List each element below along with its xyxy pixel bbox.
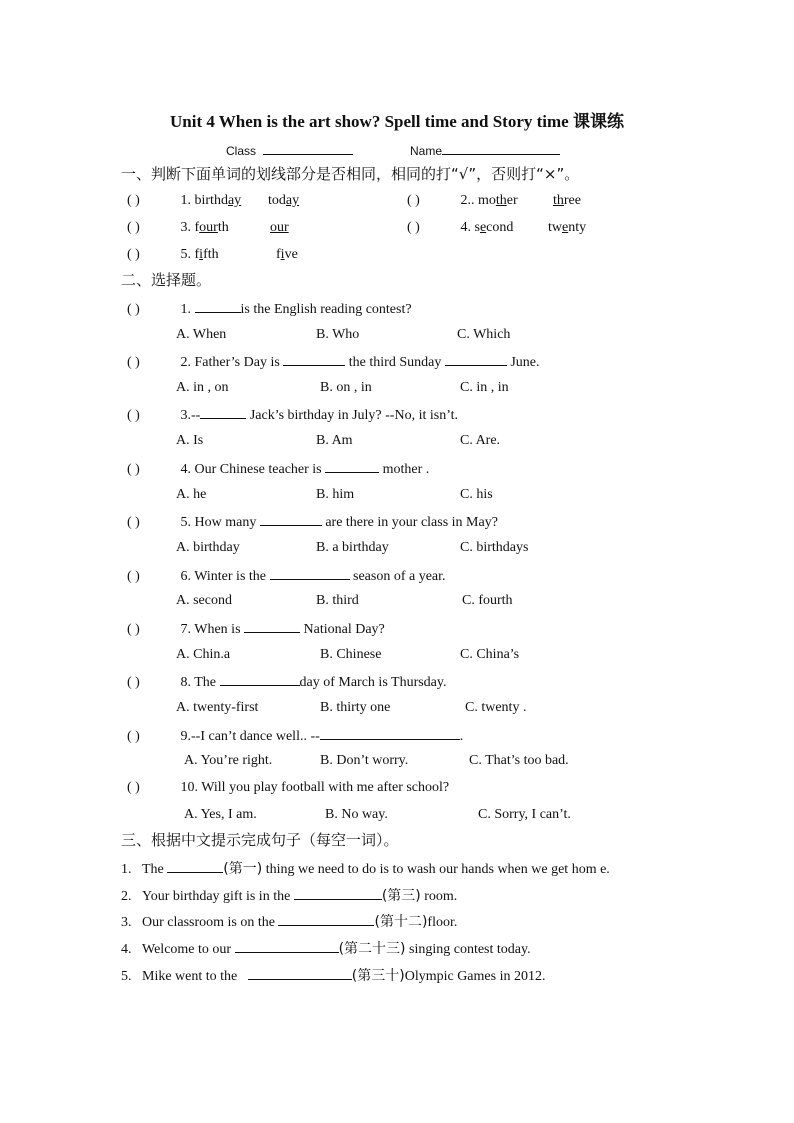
question-4: ( ) 4. Our Chinese teacher is mother .	[127, 459, 429, 479]
fill-blank[interactable]	[278, 912, 374, 926]
class-label: Class	[226, 144, 257, 158]
q8-option-c[interactable]: C. twenty .	[465, 700, 527, 715]
answer-paren[interactable]: ( )	[127, 675, 140, 690]
s3-item-1: 1. The (第一) thing we need to do is to wash our hands when we get hom e.	[121, 861, 610, 877]
question-5: ( ) 5. How many are there in your class in May?	[127, 512, 498, 532]
question-10: ( ) 10. Will you play football with me after school?	[127, 780, 450, 795]
s1-item-1-word2: today	[268, 193, 300, 208]
s1-item-5-word2: five	[276, 247, 298, 262]
name-label: Name	[410, 144, 443, 158]
fill-blank[interactable]	[260, 512, 322, 526]
q10-option-c[interactable]: C. Sorry, I can’t.	[478, 807, 571, 822]
name-field	[410, 141, 560, 160]
q6-option-a[interactable]: A. second	[176, 593, 232, 608]
s3-item-4: 4. Welcome to our (第二十三) singing contest today.	[121, 941, 531, 957]
q6-option-b[interactable]: B. third	[316, 593, 359, 608]
answer-paren[interactable]: ( )	[407, 193, 420, 208]
fill-blank[interactable]	[235, 939, 339, 953]
question-1: ( ) 1. is the English reading contest?	[127, 299, 412, 319]
q2-option-c[interactable]: C. in , in	[460, 380, 509, 395]
answer-paren[interactable]: ( )	[127, 355, 140, 370]
q5-option-c[interactable]: C. birthdays	[460, 540, 529, 555]
s1-item-2-word2: three	[553, 193, 581, 208]
q8-option-a[interactable]: A. twenty-first	[176, 700, 259, 715]
q1-option-c[interactable]: C. Which	[457, 327, 511, 342]
question-7: ( ) 7. When is National Day?	[127, 619, 385, 639]
q4-option-a[interactable]: A. he	[176, 487, 207, 502]
fill-blank[interactable]	[248, 966, 352, 980]
q10-option-a[interactable]: A. Yes, I am.	[184, 807, 257, 822]
class-blank[interactable]	[263, 141, 353, 155]
answer-paren[interactable]: ( )	[407, 220, 420, 235]
q8-option-b[interactable]: B. thirty one	[320, 700, 391, 715]
answer-paren[interactable]: ( )	[127, 408, 140, 423]
q6-option-c[interactable]: C. fourth	[462, 593, 513, 608]
fill-blank[interactable]	[200, 405, 246, 419]
answer-paren[interactable]: ( )	[127, 462, 140, 477]
q5-option-a[interactable]: A. birthday	[176, 540, 240, 555]
s1-item-5: ( ) 5. fifth	[127, 247, 219, 262]
s1-item-4-word2: twenty	[548, 220, 587, 235]
answer-paren[interactable]: ( )	[127, 247, 140, 262]
answer-paren[interactable]: ( )	[127, 622, 140, 637]
q3-option-c[interactable]: C. Are.	[460, 433, 501, 448]
class-field	[226, 141, 353, 160]
s1-item-2: ( ) 2.. mother	[407, 193, 518, 208]
s1-item-3-word2: our	[270, 220, 289, 235]
q7-option-b[interactable]: B. Chinese	[320, 647, 382, 662]
fill-blank[interactable]	[325, 459, 379, 473]
q7-option-a[interactable]: A. Chin.a	[176, 647, 231, 662]
question-2: ( ) 2. Father’s Day is the third Sunday June.	[127, 352, 540, 372]
q3-option-b[interactable]: B. Am	[316, 433, 353, 448]
q10-option-b[interactable]: B. No way.	[325, 807, 388, 822]
answer-paren[interactable]: ( )	[127, 569, 140, 584]
name-blank[interactable]	[442, 141, 560, 155]
fill-blank[interactable]	[445, 352, 507, 366]
answer-paren[interactable]: ( )	[127, 780, 140, 795]
q2-option-a[interactable]: A. in , on	[176, 380, 229, 395]
q9-option-a[interactable]: A. You’re right.	[184, 753, 273, 768]
q7-option-c[interactable]: C. China’s	[460, 647, 520, 662]
q3-option-a[interactable]: A. Is	[176, 433, 204, 448]
s3-item-3: 3. Our classroom is on the (第十二)floor.	[121, 914, 458, 930]
s1-item-3: ( ) 3. fourth	[127, 220, 229, 235]
answer-paren[interactable]: ( )	[127, 220, 140, 235]
question-8: ( ) 8. The day of March is Thursday.	[127, 672, 446, 692]
q5-option-b[interactable]: B. a birthday	[316, 540, 389, 555]
answer-paren[interactable]: ( )	[127, 302, 140, 317]
answer-paren[interactable]: ( )	[127, 515, 140, 530]
q1-option-b[interactable]: B. Who	[316, 327, 360, 342]
fill-blank[interactable]	[195, 299, 241, 313]
fill-blank[interactable]	[167, 859, 223, 873]
section1-heading: 一、判断下面单词的划线部分是否相同，相同的打“√”，否则打“×”。	[121, 165, 580, 183]
fill-blank[interactable]	[294, 886, 382, 900]
fill-blank[interactable]	[244, 619, 300, 633]
q9-option-b[interactable]: B. Don’t worry.	[320, 753, 409, 768]
fill-blank[interactable]	[283, 352, 345, 366]
question-6: ( ) 6. Winter is the season of a year.	[127, 566, 446, 586]
section2-heading: 二、选择题。	[121, 271, 212, 289]
page-title: Unit 4 When is the art show? Spell time and Story time 课课练	[170, 112, 624, 131]
section3-heading: 三、根据中文提示完成句子（每空一词）。	[121, 831, 399, 849]
q1-option-a[interactable]: A. When	[176, 327, 227, 342]
answer-paren[interactable]: ( )	[127, 193, 140, 208]
question-9: ( ) 9.--I can’t dance well.. -- .	[127, 726, 463, 746]
s3-item-2: 2. Your birthday gift is in the (第三) room.	[121, 888, 458, 904]
answer-paren[interactable]: ( )	[127, 729, 140, 744]
q4-option-c[interactable]: C. his	[460, 487, 493, 502]
fill-blank[interactable]	[320, 726, 460, 740]
s3-item-5: 5. Mike went to the (第三十)Olympic Games in 2012.	[121, 968, 546, 984]
q2-option-b[interactable]: B. on , in	[320, 380, 372, 395]
q4-option-b[interactable]: B. him	[316, 487, 355, 502]
fill-blank[interactable]	[220, 672, 300, 686]
fill-blank[interactable]	[270, 566, 350, 580]
s1-item-4: ( ) 4. second	[407, 220, 514, 235]
q9-option-c[interactable]: C. That’s too bad.	[469, 753, 569, 768]
s1-item-1: ( ) 1. birthday	[127, 193, 242, 208]
question-3: ( ) 3.-- Jack’s birthday in July? --No, it isn’t.	[127, 405, 458, 425]
